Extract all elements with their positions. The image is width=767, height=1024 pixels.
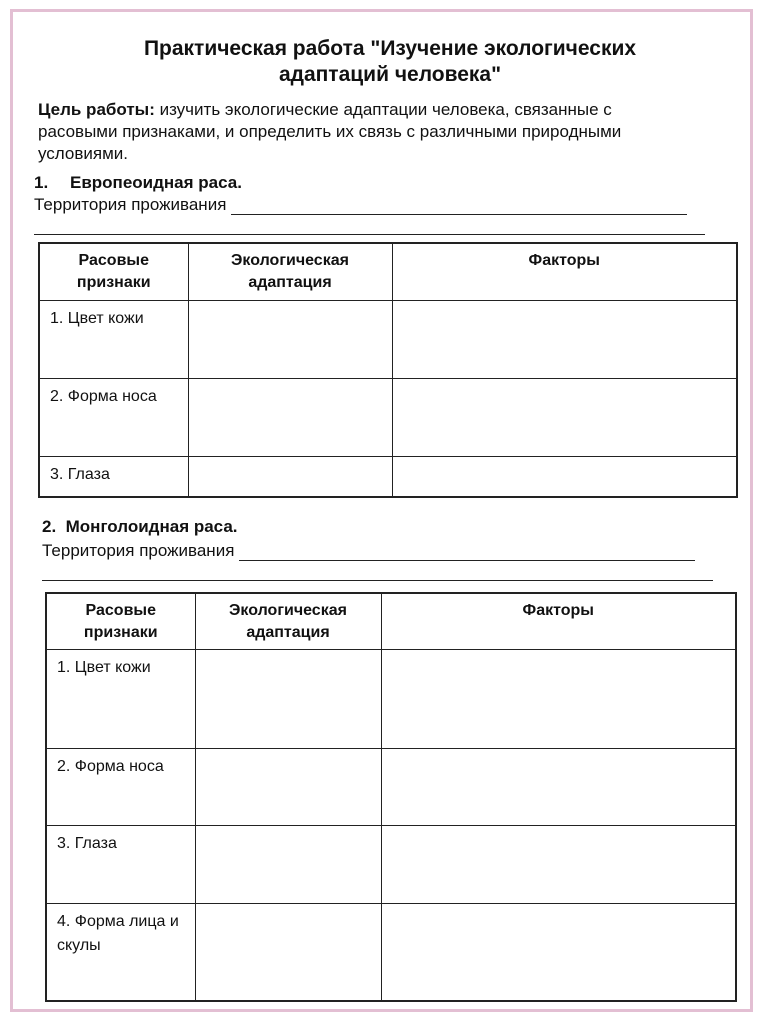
answer-cell[interactable] — [392, 378, 737, 456]
column-header-racial-traits: Расовые признаки — [46, 593, 195, 649]
row-label: 2. Форма носа — [57, 757, 164, 775]
row-label: 4. Форма лица и скулы — [57, 912, 179, 954]
table-row — [46, 903, 736, 1001]
section2-extra-line[interactable] — [42, 580, 713, 581]
section1-header-row — [39, 243, 737, 300]
answer-cell[interactable] — [195, 649, 381, 748]
row-label: 2. Форма носа — [50, 387, 157, 405]
table-row — [46, 825, 736, 903]
column-header-eco-adaptation: Экологическая адаптация — [195, 593, 381, 649]
section2-heading — [42, 517, 238, 537]
answer-cell[interactable] — [392, 300, 737, 378]
section1-number: 1. — [34, 173, 49, 192]
section2-title: Монголоидная раса. — [65, 517, 238, 536]
column-header-racial-traits: Расовые признаки — [39, 243, 188, 300]
column-header-factors: Факторы — [381, 593, 736, 649]
section2-territory-label: Территория проживания — [42, 541, 235, 560]
table-row — [39, 378, 737, 456]
answer-cell[interactable] — [392, 456, 737, 497]
section1-extra-line[interactable] — [34, 234, 705, 235]
page-title: Практическая работа "Изучение экологических адаптаций человека" — [143, 37, 637, 86]
section2-header-row — [46, 593, 736, 649]
row-label: 3. Глаза — [57, 834, 117, 852]
answer-cell[interactable] — [195, 748, 381, 825]
row-label: 1. Цвет кожи — [57, 658, 151, 676]
section2-table — [45, 592, 737, 1002]
column-header-factors: Факторы — [392, 243, 737, 300]
answer-cell[interactable] — [381, 748, 736, 825]
answer-cell[interactable] — [188, 300, 392, 378]
table-row — [39, 456, 737, 497]
section2-number: 2. — [42, 517, 57, 536]
table-row — [46, 649, 736, 748]
table-row — [46, 748, 736, 825]
goal-text: изучить экологические адаптации человека, связанные с расовыми признаками, и определить их связь с различными природными условиями. — [38, 100, 622, 163]
column-header-eco-adaptation: Экологическая адаптация — [188, 243, 392, 300]
answer-cell[interactable] — [381, 649, 736, 748]
answer-cell[interactable] — [381, 903, 736, 1001]
section1-heading — [34, 173, 242, 193]
answer-cell[interactable] — [381, 825, 736, 903]
row-label: 3. Глаза — [50, 465, 110, 483]
answer-cell[interactable] — [195, 903, 381, 1001]
answer-cell[interactable] — [195, 825, 381, 903]
answer-cell[interactable] — [188, 378, 392, 456]
section1-territory-label: Территория проживания — [34, 195, 227, 214]
section1-territory — [34, 195, 687, 215]
section1-territory-line[interactable] — [231, 198, 687, 215]
section1-title: Европеоидная раса. — [70, 173, 242, 192]
goal-label: Цель работы: — [38, 100, 155, 119]
section2-territory-line[interactable] — [239, 544, 695, 561]
section2-territory — [42, 541, 695, 561]
table-row — [39, 300, 737, 378]
section1-table — [38, 242, 738, 498]
row-label: 1. Цвет кожи — [50, 309, 144, 327]
answer-cell[interactable] — [188, 456, 392, 497]
goal-paragraph — [38, 99, 688, 165]
